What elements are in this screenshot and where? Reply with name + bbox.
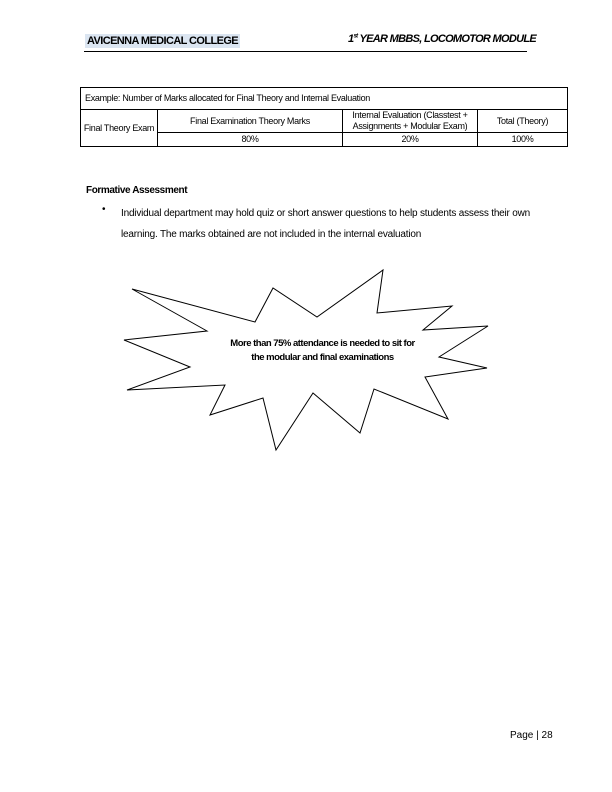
value-final-exam: 80% [158, 133, 343, 147]
header-internal-eval: Internal Evaluation (Classtest + Assignments + Modular Exam) [343, 110, 478, 133]
bullet-text: Individual department may hold quiz or short answer questions to help students assess their own learning. The marks obtained are not included in the internal evaluation [121, 208, 531, 240]
module-name: YEAR MBBS, LOCOMOTOR MODULE [357, 33, 536, 45]
value-internal-eval: 20% [343, 133, 478, 147]
section-heading: Formative Assessment [86, 185, 188, 196]
row-label: Final Theory Exam [81, 110, 158, 147]
bullet-icon: • [102, 204, 106, 215]
header-total: Total (Theory) [478, 110, 568, 133]
college-name: AVICENNA MEDICAL COLLEGE [87, 35, 239, 47]
table-caption: Example: Number of Marks allocated for Final Theory and Internal Evaluation [81, 88, 568, 110]
page-number: Page | 28 [510, 730, 553, 741]
module-year: 1 [348, 33, 354, 45]
attendance-callout: More than 75% attendance is needed to sit for the modular and final examinations [230, 338, 415, 363]
value-total: 100% [478, 133, 568, 147]
header-final-exam: Final Examination Theory Marks [158, 110, 343, 133]
module-year-suffix: st [353, 33, 358, 40]
